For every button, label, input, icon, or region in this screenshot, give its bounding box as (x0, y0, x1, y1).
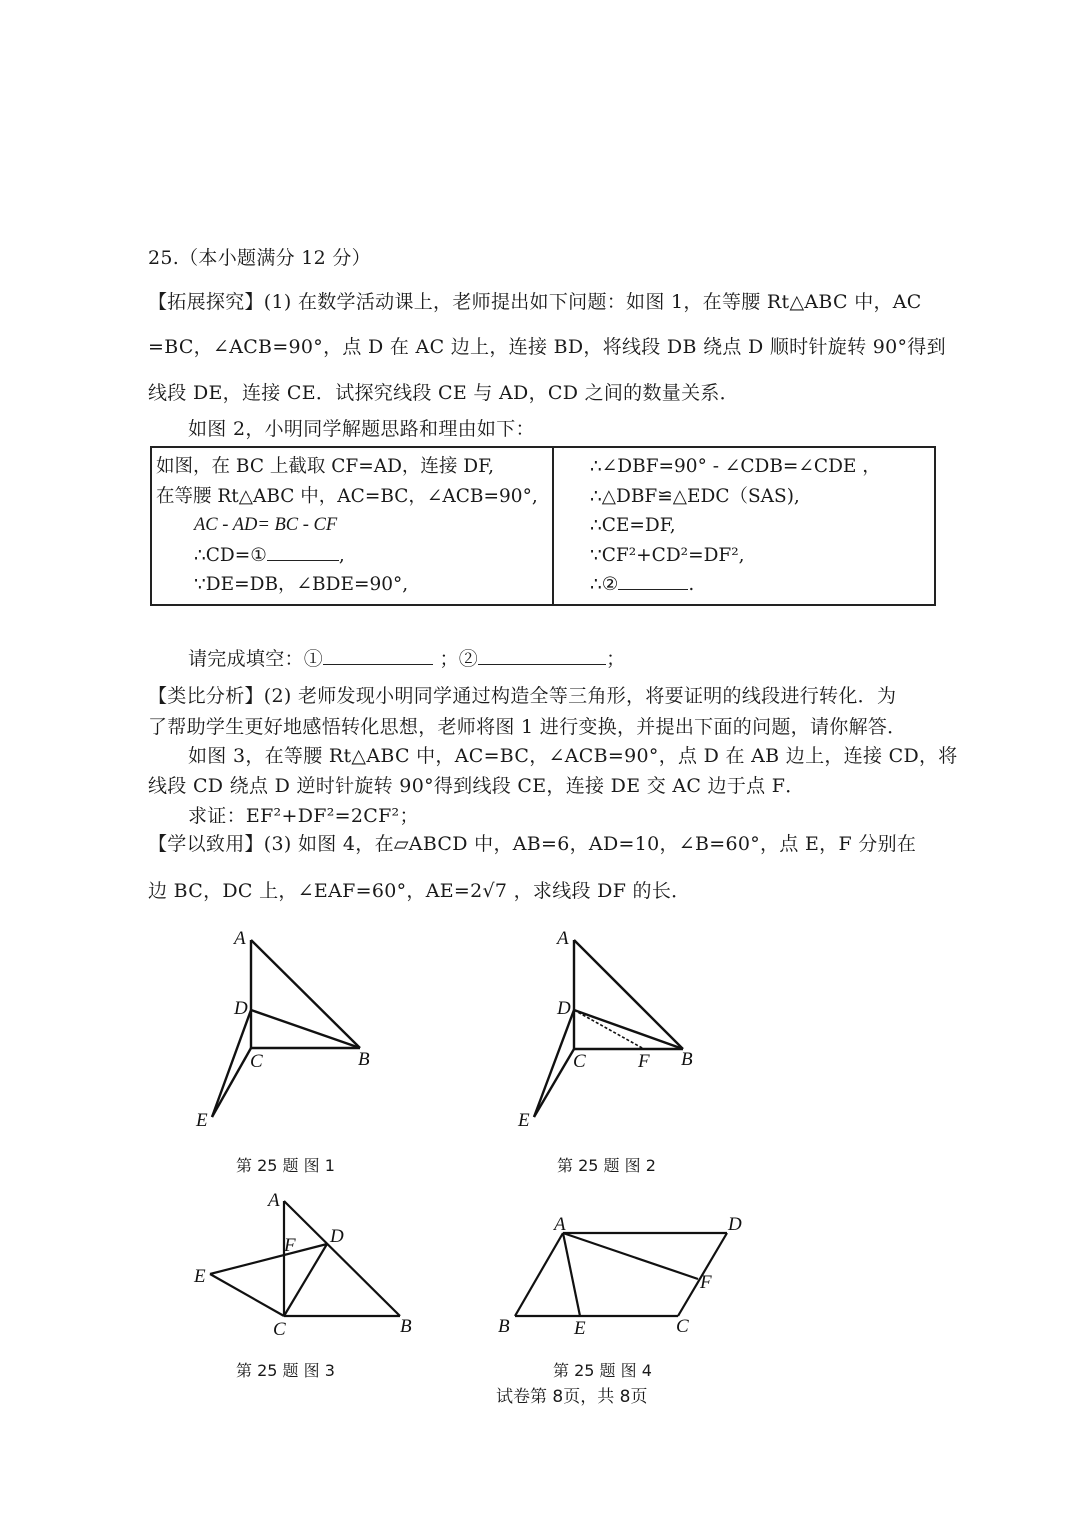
label-A: A (268, 1190, 280, 1211)
figure-4-caption: 第 25 题 图 4 (553, 1361, 652, 1380)
part1-line3: 线段 DE，连接 CE．试探究线段 CE 与 AD，CD 之间的数量关系． (148, 382, 739, 404)
part3-line2: 边 BC，DC 上，∠EAF=60°，AE=2√7 ，求线段 DF 的长． (148, 880, 691, 902)
part1-intro: 如图 2，小明同学解题思路和理由如下： (188, 418, 535, 440)
label-B: B (400, 1316, 412, 1337)
blank-1-inline[interactable] (267, 542, 339, 561)
label-D: D (557, 998, 571, 1019)
answer-blank-1[interactable] (323, 646, 433, 665)
reason-left-2: 在等腰 Rt△ABC 中，AC=BC，∠ACB=90°, (156, 485, 538, 507)
reason-right-1: ∴∠DBF=90° - ∠CDB=∠CDE ， (590, 456, 881, 477)
label-D: D (234, 998, 248, 1019)
figure-2-caption: 第 25 题 图 2 (557, 1156, 656, 1175)
label-D: D (330, 1226, 344, 1247)
reason-left-4-wrap: ∴CD=① , (156, 541, 548, 571)
part1-line1: 【拓展探究】(1) 在数学活动课上，老师提出如下问题：如图 1，在等腰 Rt△ABC 中，AC (148, 291, 922, 313)
label-C: C (573, 1051, 586, 1072)
label-F: F (700, 1272, 712, 1293)
fill-end: ； (606, 648, 626, 670)
label-B: B (681, 1049, 693, 1070)
label-C: C (273, 1319, 286, 1340)
reason-left-3: AC - AD= BC - CF (194, 515, 338, 535)
label-D: D (728, 1214, 742, 1235)
reason-right-3: ∴CE=DF, (590, 515, 676, 536)
part2-line2: 了帮助学生更好地感悟转化思想，老师将图 1 进行变换，并提出下面的问题，请你解答． (148, 716, 907, 738)
figure-3-diagram (180, 1180, 440, 1340)
blank-2-inline[interactable] (618, 571, 688, 590)
label-E: E (194, 1266, 206, 1287)
label-C: C (250, 1051, 263, 1072)
label-E: E (196, 1110, 208, 1130)
figure-1-caption: 第 25 题 图 1 (236, 1156, 335, 1175)
label-B: B (358, 1049, 370, 1070)
label-F: F (284, 1235, 296, 1256)
reasoning-table (150, 446, 936, 606)
reason-right-2: ∴△DBF≌△EDC（SAS), (590, 485, 800, 507)
reason-left-1: 如图，在 BC 上截取 CF=AD，连接 DF, (156, 456, 494, 477)
reasoning-right-cell (553, 447, 935, 605)
part2-prove: 求证：EF²+DF²=2CF²； (188, 805, 419, 827)
part2-line3: 如图 3，在等腰 Rt△ABC 中，AC=BC，∠ACB=90°，点 D 在 AB 边上，连接 CD，将 (188, 745, 958, 767)
part2-line1: 【类比分析】(2) 老师发现小明同学通过构造全等三角形，将要证明的线段进行转化．为 (148, 685, 897, 707)
label-E: E (574, 1318, 586, 1339)
label-A: A (557, 928, 569, 949)
fill-prompt: 请完成填空：① (188, 648, 324, 670)
page-footer: 试卷第 8页，共 8页 (496, 1387, 648, 1407)
label-C: C (676, 1316, 689, 1337)
part2-line4: 线段 CD 绕点 D 逆时针旋转 90°得到线段 CE，连接 DE 交 AC 边于点 F． (148, 775, 805, 797)
fill-separator: ；② (439, 648, 479, 670)
question-header: 25.（本小题满分 12 分） (148, 247, 371, 269)
reason-left-4: ∴CD=① (194, 544, 267, 566)
figure-1-diagram (180, 920, 400, 1130)
figure-2-diagram (500, 920, 720, 1130)
reasoning-left-cell (151, 447, 553, 605)
label-F: F (638, 1051, 650, 1072)
reason-right-5-wrap: ∴② . (590, 570, 930, 600)
answer-blank-2[interactable] (478, 646, 606, 665)
label-B: B (498, 1316, 510, 1337)
reason-left-5: ∵DE=DB，∠BDE=90°, (194, 574, 409, 595)
figure-3-caption: 第 25 题 图 3 (236, 1361, 335, 1380)
part1-line2: =BC，∠ACB=90°，点 D 在 AC 边上，连接 BD，将线段 DB 绕点 D 顺时针旋转 90°得到 (148, 336, 946, 358)
figure-4-diagram (480, 1200, 770, 1350)
reason-right-5: ∴② (590, 574, 619, 595)
reason-right-4: ∵CF²+CD²=DF², (590, 544, 745, 566)
label-A: A (554, 1214, 566, 1235)
part3-line1: 【学以致用】(3) 如图 4，在▱ABCD 中，AB=6，AD=10，∠B=60°，点 E，F 分别在 (148, 833, 917, 855)
label-E: E (518, 1110, 530, 1130)
fill-in-line (188, 644, 625, 671)
label-A: A (234, 928, 246, 949)
